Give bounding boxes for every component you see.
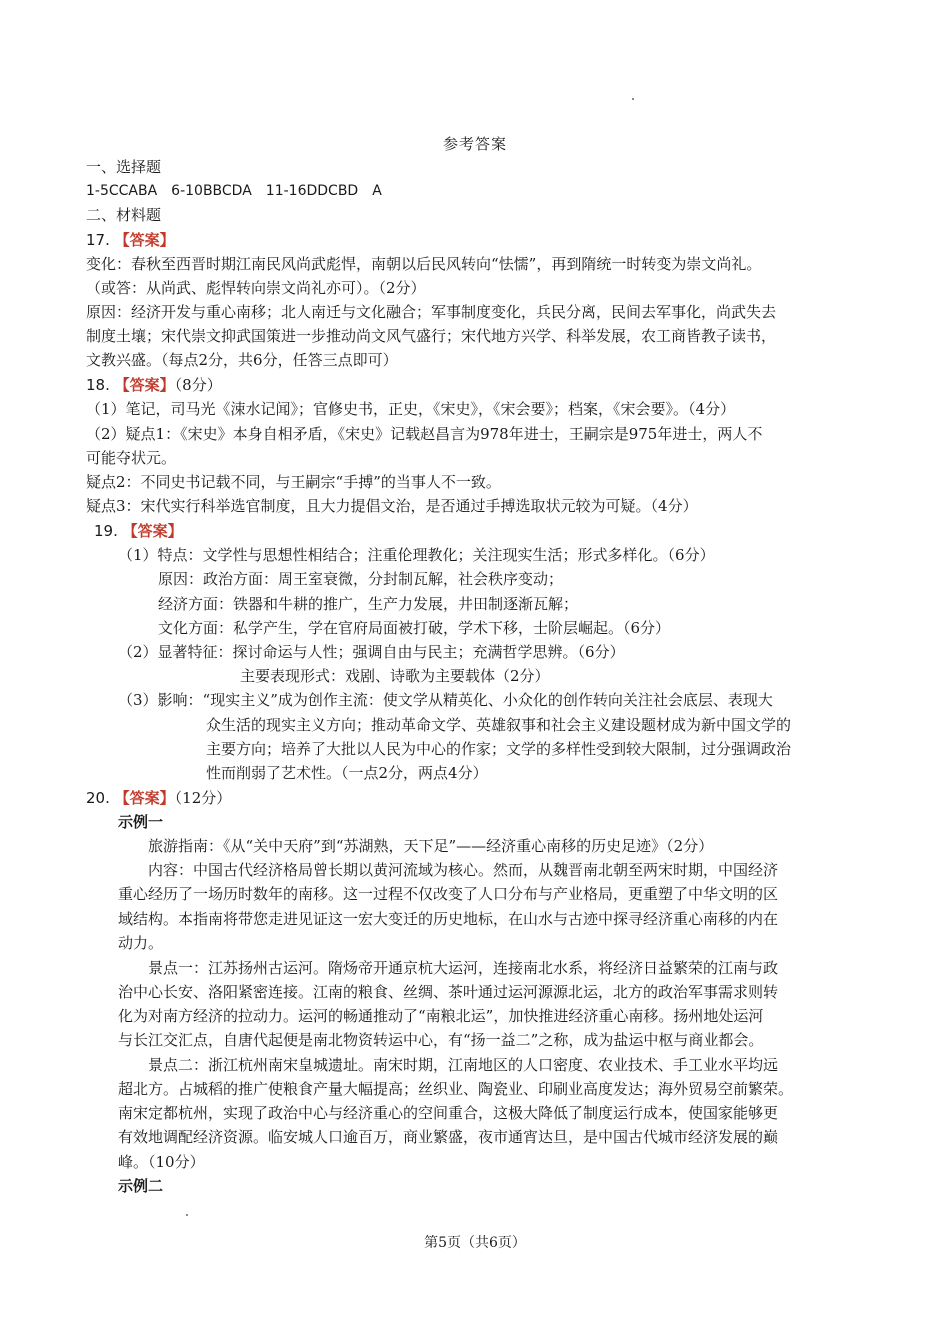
- q20-example-one: 示例一: [118, 813, 164, 831]
- q17-line: 制度土壤；宋代崇文抑武国策进一步推动尚文风气盛行；宋代地方兴学、科举发展，农工商皆教子读书，: [86, 327, 777, 345]
- q19-line: 经济方面：铁器和牛耕的推广，生产力发展，井田制逐渐瓦解；: [158, 595, 579, 613]
- scan-speck: [632, 98, 634, 100]
- q18-line: 疑点2：不同史书记载不同，与王嗣宗“手搏”的当事人不一致。: [86, 473, 501, 491]
- scan-speck: [186, 1214, 188, 1216]
- q18-answer-tag: 【答案】: [114, 376, 175, 394]
- q20-line: 化为对南方经济的拉动力。运河的畅通推动了“南粮北运”，加快推进经济重心南移。扬州地处运河: [118, 1007, 764, 1025]
- q19-line: （1）特点：文学性与思想性相结合；注重伦理教化；关注现实生活；形式多样化。（6分）: [118, 546, 715, 564]
- q18-line: （2）疑点1：《宋史》本身自相矛盾，《宋史》记载赵昌言为978年进士，王嗣宗是975年进士，两人不: [86, 425, 763, 443]
- q20-line: 有效地调配经济资源。临安城人口逾百万，商业繁盛，夜市通宵达旦，是中国古代城市经济发展的巅: [118, 1128, 779, 1146]
- q17-number: 17.: [86, 231, 110, 249]
- q20-line: 内容：中国古代经济格局曾长期以黄河流域为核心。然而，从魏晋南北朝至两宋时期，中国经济: [148, 861, 779, 879]
- section-heading-choice: 一、选择题: [86, 158, 162, 176]
- q19-heading: [94, 521, 183, 541]
- q17-heading: [86, 230, 175, 250]
- q20-answer-tag: 【答案】: [114, 789, 175, 807]
- q19-line: 众生活的现实主义方向；推动革命文学、英雄叙事和社会主义建设题材成为新中国文学的: [206, 716, 792, 734]
- q18-number: 18.: [86, 376, 110, 394]
- q19-line: 主要表现形式：戏剧、诗歌为主要载体（2分）: [240, 667, 550, 685]
- q19-line: （2）显著特征：探讨命运与人性；强调自由与民主；充满哲学思辨。（6分）: [118, 643, 625, 661]
- q18-line: 可能夺状元。: [86, 449, 177, 467]
- q19-line: 主要方向；培养了大批以人民为中心的作家；文学的多样性受到较大限制，过分强调政治: [206, 740, 792, 758]
- q17-line: 文教兴盛。（每点2分，共6分，任答三点即可）: [86, 351, 398, 369]
- q20-line: 南宋定都杭州，实现了政治中心与经济重心的空间重合，这极大降低了制度运行成本，使国家能够更: [118, 1104, 779, 1122]
- q20-heading: [86, 788, 231, 808]
- q20-score: （12分）: [174, 789, 232, 807]
- q20-line: 域结构。本指南将带您走进见证这一宏大变迁的历史地标，在山水与古迹中探寻经济重心南移的内在: [118, 910, 779, 928]
- choice-answers: 1-5CCABA 6-10BBCDA 11-16DDCBD A: [86, 183, 382, 199]
- q19-line: 原因：政治方面：周王室衰微，分封制瓦解，社会秩序变动；: [158, 570, 564, 588]
- q17-answer-tag: 【答案】: [114, 231, 175, 249]
- q19-number: 19.: [94, 522, 118, 540]
- q20-line: 峰。（10分）: [118, 1153, 205, 1171]
- q20-line: 超北方。占城稻的推广使粮食产量大幅提高；丝织业、陶瓷业、印刷业高度发达；海外贸易空前繁荣。: [118, 1080, 794, 1098]
- q18-score: （8分）: [174, 376, 222, 394]
- q19-line: 性而削弱了艺术性。（一点2分，两点4分）: [206, 764, 488, 782]
- q20-line: 与长江交汇点，自唐代起便是南北物资转运中心，有“扬一益二”之称，成为盐运中枢与商业都会。: [118, 1031, 764, 1049]
- q19-line: （3）影响：“现实主义”成为创作主流：使文学从精英化、小众化的创作转向关注社会底层、表现大: [118, 691, 773, 709]
- q20-line: 旅游指南：《从“关中天府”到“苏湖熟，天下足”——经济重心南移的历史足迹》（2分）: [148, 837, 714, 855]
- q18-line: （1）笔记，司马光《涑水记闻》；官修史书，正史，《宋史》，《宋会要》；档案，《宋会要》。（4分）: [86, 400, 736, 418]
- page-title: 参考答案: [442, 135, 507, 153]
- section-heading-material: 二、材料题: [86, 206, 162, 224]
- q20-line: 动力。: [118, 934, 164, 952]
- q20-line: 景点一：江苏扬州古运河。隋炀帝开通京杭大运河，连接南北水系，将经济日益繁荣的江南与政: [148, 959, 779, 977]
- page-footer: 第5页（共6页）: [424, 1235, 526, 1251]
- q19-line: 文化方面：私学产生，学在官府局面被打破，学术下移，士阶层崛起。（6分）: [158, 619, 671, 637]
- q20-example-two: 示例二: [118, 1177, 164, 1195]
- q18-heading: [86, 375, 222, 395]
- q17-line: 变化：春秋至西晋时期江南民风尚武彪悍，南朝以后民风转向“怯懦”，再到隋统一时转变为崇文尚礼。: [86, 255, 762, 273]
- q19-answer-tag: 【答案】: [122, 522, 183, 540]
- q17-line: 原因：经济开发与重心南移；北人南迁与文化融合；军事制度变化，兵民分离，民间去军事化，尚武失去: [86, 303, 777, 321]
- q20-line: 重心经历了一场历时数年的南移。这一过程不仅改变了人口分布与产业格局，更重塑了中华文明的区: [118, 885, 779, 903]
- q17-line: （或答：从尚武、彪悍转向崇文尚礼亦可）。（2分）: [86, 279, 426, 297]
- q20-line: 景点二：浙江杭州南宋皇城遗址。南宋时期，江南地区的人口密度、农业技术、手工业水平均远: [148, 1056, 779, 1074]
- q20-number: 20.: [86, 789, 110, 807]
- q18-line: 疑点3：宋代实行科举选官制度，且大力提倡文治，是否通过手搏选取状元较为可疑。（4分）: [86, 497, 698, 515]
- q20-line: 治中心长安、洛阳紧密连接。江南的粮食、丝绸、茶叶通过运河源源北运，北方的政治军事需求则转: [118, 983, 779, 1001]
